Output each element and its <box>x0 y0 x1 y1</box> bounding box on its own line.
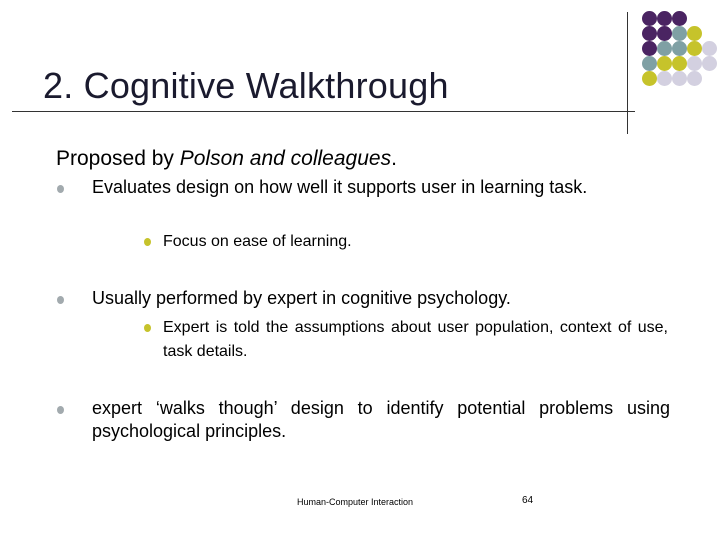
intro-line <box>56 146 397 172</box>
decorative-dot <box>672 26 687 41</box>
decorative-dot <box>642 11 657 26</box>
decorative-dot <box>642 26 657 41</box>
decorative-dot <box>702 41 717 56</box>
bullet-marker-2 <box>57 296 64 304</box>
decorative-dot <box>657 71 672 86</box>
intro-suffix: . <box>391 147 397 170</box>
decorative-dot <box>642 71 657 86</box>
decorative-dot <box>702 56 717 71</box>
vertical-rule <box>627 12 628 134</box>
decorative-dot <box>687 41 702 56</box>
bullet-text-1: Evaluates design on how well it supports user in learning task. <box>92 177 588 197</box>
intro-prefix: Proposed by <box>56 147 180 170</box>
decorative-dot <box>672 71 687 86</box>
intro-emphasis: Polson and colleagues <box>179 147 392 170</box>
footer-text: Human-Computer Interaction <box>297 497 414 507</box>
sub-bullet-marker-2 <box>144 324 151 332</box>
title-underline-rule <box>12 111 635 112</box>
bullet-text-3: expert ‘walks though’ design to identify potential problems using psychological principles. <box>92 398 670 441</box>
decorative-dot <box>672 11 687 26</box>
decorative-dot <box>657 56 672 71</box>
decorative-dot <box>657 11 672 26</box>
bullet-marker-1 <box>57 185 64 193</box>
decorative-dot <box>642 56 657 71</box>
bullet-text-2: Usually performed by expert in cognitive psychology. <box>92 288 511 308</box>
decorative-dot <box>672 41 687 56</box>
decorative-dot <box>687 56 702 71</box>
decorative-dot <box>657 26 672 41</box>
decorative-dot <box>687 71 702 86</box>
decorative-dot <box>657 41 672 56</box>
decorative-dot <box>672 56 687 71</box>
sub-bullet-text-1: Focus on ease of learning. <box>163 233 352 250</box>
sub-bullet-text-2: Expert is told the assumptions about user population, context of use, task details. <box>163 319 668 360</box>
decorative-dot <box>642 41 657 56</box>
sub-bullet-marker-1 <box>144 238 151 246</box>
decorative-dot <box>687 26 702 41</box>
bullet-marker-3 <box>57 406 64 414</box>
slide-title: 2. Cognitive Walkthrough <box>43 65 449 106</box>
page-number: 64 <box>522 495 534 506</box>
